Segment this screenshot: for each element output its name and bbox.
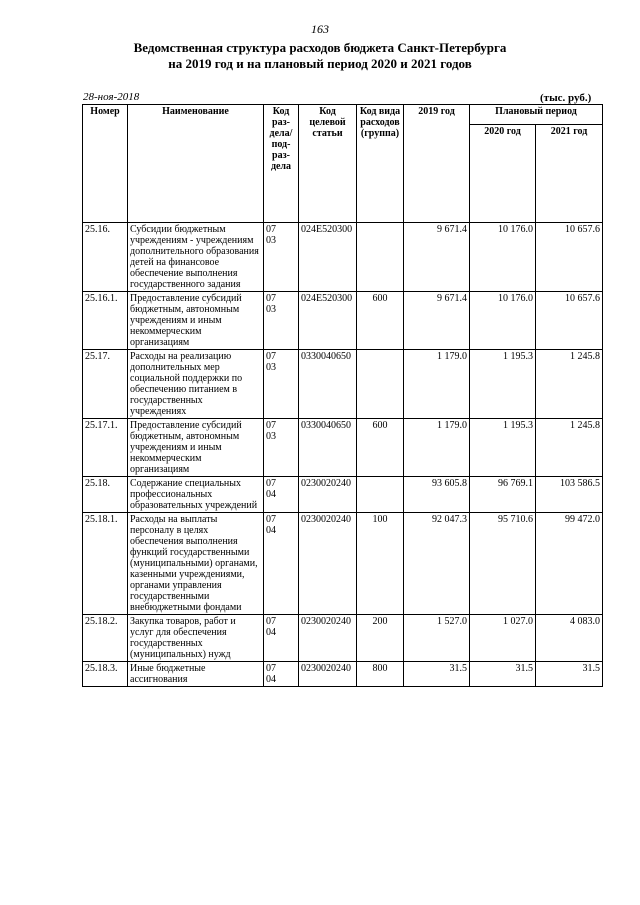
header-2021: 2021 год — [536, 125, 603, 223]
header-expense-type-code: Код вида расходов (группа) — [357, 105, 404, 223]
table-row — [83, 662, 603, 687]
row-2019: 1 179.0 — [404, 419, 470, 477]
row-2020: 96 769.1 — [470, 477, 536, 513]
row-2019: 1 527.0 — [404, 615, 470, 662]
row-section-code — [264, 223, 299, 292]
row-2019: 9 671.4 — [404, 223, 470, 292]
row-name: Расходы на реализацию дополнительных мер социальной поддержки по обеспечению питанием в государственных учреждениях — [128, 350, 264, 419]
row-section: 07 — [266, 663, 276, 674]
row-section-code — [264, 419, 299, 477]
row-subsection: 03 — [266, 235, 276, 246]
row-subsection: 04 — [266, 489, 276, 500]
row-expense-type: 600 — [357, 419, 404, 477]
row-name: Закупка товаров, работ и услуг для обеспечения государственных (муниципальных) нужд — [128, 615, 264, 662]
budget-table — [82, 104, 603, 687]
row-name: Предоставление субсидий бюджетным, автономным учреждениям и иным некоммерческим организациям — [128, 292, 264, 350]
row-2019: 31.5 — [404, 662, 470, 687]
row-target-code: 0330040650 — [299, 350, 357, 419]
row-2021: 99 472.0 — [536, 513, 603, 615]
table-row — [83, 419, 603, 477]
row-expense-type: 200 — [357, 615, 404, 662]
header-number: Номер — [83, 105, 128, 223]
row-section-code — [264, 615, 299, 662]
row-number: 25.16.1. — [83, 292, 128, 350]
header-2020: 2020 год — [470, 125, 536, 223]
row-2020: 31.5 — [470, 662, 536, 687]
row-name: Расходы на выплаты персоналу в целях обеспечения выполнения функций государственными (муниципальными) органами, казенными учреждениями, органами управления государственными внебюджетными фондами — [128, 513, 264, 615]
row-target-code: 0230020240 — [299, 615, 357, 662]
header-2019: 2019 год — [404, 105, 470, 223]
row-expense-type: 600 — [357, 292, 404, 350]
row-number: 25.18.1. — [83, 513, 128, 615]
row-subsection: 03 — [266, 362, 276, 373]
row-section-code — [264, 513, 299, 615]
row-section: 07 — [266, 514, 276, 525]
table-row — [83, 223, 603, 292]
row-expense-type — [357, 350, 404, 419]
header-target-code: Код целевой статьи — [299, 105, 357, 223]
table-row — [83, 513, 603, 615]
table-row — [83, 350, 603, 419]
row-section: 07 — [266, 351, 276, 362]
row-number: 25.18.3. — [83, 662, 128, 687]
row-section-code — [264, 292, 299, 350]
document-date: 28-ноя-2018 — [83, 91, 140, 103]
row-target-code: 0230020240 — [299, 662, 357, 687]
row-target-code: 0330040650 — [299, 419, 357, 477]
row-name: Субсидии бюджетным учреждениям - учреждениям дополнительного образования детей на финансовое обеспечение выполнения государственного задания — [128, 223, 264, 292]
row-target-code: 0230020240 — [299, 477, 357, 513]
row-2019: 92 047.3 — [404, 513, 470, 615]
document-title — [0, 40, 640, 72]
row-2020: 10 176.0 — [470, 223, 536, 292]
row-2019: 1 179.0 — [404, 350, 470, 419]
row-section: 07 — [266, 293, 276, 304]
row-subsection: 03 — [266, 431, 276, 442]
row-subsection: 04 — [266, 525, 276, 536]
row-2020: 1 027.0 — [470, 615, 536, 662]
row-2020: 1 195.3 — [470, 419, 536, 477]
row-2020: 95 710.6 — [470, 513, 536, 615]
row-section-code — [264, 662, 299, 687]
header-name: Наименование — [128, 105, 264, 223]
row-number: 25.17. — [83, 350, 128, 419]
row-number: 25.18. — [83, 477, 128, 513]
row-2019: 93 605.8 — [404, 477, 470, 513]
row-2021: 31.5 — [536, 662, 603, 687]
row-2020: 10 176.0 — [470, 292, 536, 350]
row-2021: 103 586.5 — [536, 477, 603, 513]
row-subsection: 03 — [266, 304, 276, 315]
row-2021: 1 245.8 — [536, 350, 603, 419]
header-section-code: Код раз-дела/ под-раз-дела — [264, 105, 299, 223]
row-section: 07 — [266, 420, 276, 431]
row-name: Иные бюджетные ассигнования — [128, 662, 264, 687]
units-label: (тыс. руб.) — [540, 92, 592, 104]
title-line-1: Ведомственная структура расходов бюджета Санкт-Петербурга — [133, 40, 507, 55]
row-number: 25.16. — [83, 223, 128, 292]
row-name: Предоставление субсидий бюджетным, автономным учреждениям и иным некоммерческим организациям — [128, 419, 264, 477]
row-subsection: 04 — [266, 627, 276, 638]
row-expense-type: 800 — [357, 662, 404, 687]
row-target-code: 024E520300 — [299, 223, 357, 292]
row-2021: 10 657.6 — [536, 292, 603, 350]
header-planned-period: Плановый период — [470, 105, 603, 125]
row-target-code: 0230020240 — [299, 513, 357, 615]
row-2019: 9 671.4 — [404, 292, 470, 350]
row-section: 07 — [266, 224, 276, 235]
row-number: 25.18.2. — [83, 615, 128, 662]
title-line-2: на 2019 год и на плановый период 2020 и 2021 годов — [168, 56, 472, 71]
row-expense-type — [357, 223, 404, 292]
table-row — [83, 615, 603, 662]
row-number: 25.17.1. — [83, 419, 128, 477]
row-section: 07 — [266, 478, 276, 489]
row-subsection: 04 — [266, 674, 276, 685]
row-2021: 4 083.0 — [536, 615, 603, 662]
page-number: 163 — [311, 22, 329, 36]
table-row — [83, 292, 603, 350]
row-section-code — [264, 350, 299, 419]
row-2020: 1 195.3 — [470, 350, 536, 419]
table-row — [83, 477, 603, 513]
row-target-code: 024E520300 — [299, 292, 357, 350]
row-expense-type — [357, 477, 404, 513]
row-name: Содержание специальных профессиональных образовательных учреждений — [128, 477, 264, 513]
row-expense-type: 100 — [357, 513, 404, 615]
row-section: 07 — [266, 616, 276, 627]
row-section-code — [264, 477, 299, 513]
row-2021: 10 657.6 — [536, 223, 603, 292]
row-2021: 1 245.8 — [536, 419, 603, 477]
